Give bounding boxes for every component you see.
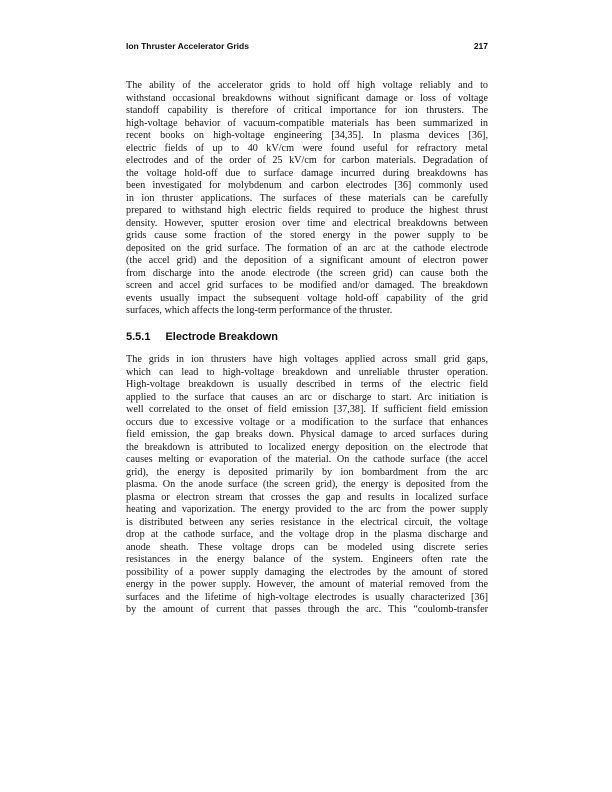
text-line: grid), the energy is deposited primarily by ion bombardment from the arc: [126, 466, 488, 478]
text-line: events usually impact the subsequent voltage hold-off capability of the grid: [126, 292, 488, 304]
text-line: prepared to withstand high electric fields required to produce the highest thrust: [126, 205, 488, 216]
text-line: drop at the cathode surface, and the voltage drop in the plasma discharge and: [126, 529, 488, 540]
text-line: screen and accel grid surfaces to be modified and/or damaged. The breakdown: [126, 280, 488, 291]
electrode-breakdown-paragraph: [126, 354, 488, 617]
text-line: withstand occasional breakdowns without significant damage or loss of voltage: [126, 92, 488, 104]
text-line: possibility of a power supply damaging the electrodes by the amount of stored: [126, 566, 488, 578]
text-line: anode sheath. These voltage drops can be modeled using discrete series: [126, 541, 488, 553]
section-number: 5.5.1: [126, 330, 151, 343]
text-line: plasma or electron stream that crosses the gap and results in localized surface: [126, 491, 488, 503]
text-line: recent books on high-voltage engineering [34,35]. In plasma devices [36],: [126, 130, 488, 141]
text-line: electric fields of up to 40 kV/cm were found useful for refractory metal: [126, 142, 488, 154]
running-header-title: Ion Thruster Accelerator Grids: [126, 41, 249, 51]
text-line: deposited on the grid surface. The formation of an arc at the cathode electrode: [126, 242, 488, 254]
text-line: grids cause some fraction of the stored energy in the power supply to be: [126, 230, 488, 241]
running-header: [126, 41, 488, 51]
text-line: energy in the power supply. However, the amount of material removed from the: [126, 579, 488, 590]
text-line: resistances in the energy balance of the system. Engineers often rate the: [126, 554, 488, 565]
text-line: which can lead to high-voltage breakdown and unreliable thruster operation.: [126, 366, 488, 378]
text-line: been investigated for molybdenum and carbon electrodes [36] commonly used: [126, 180, 488, 191]
text-line: surfaces, which affects the long-term performance of the thruster.: [126, 305, 393, 316]
section-heading: [126, 331, 488, 344]
text-line: The ability of the accelerator grids to hold off high voltage reliably and to: [126, 80, 488, 91]
text-line: (the accel grid) and the deposition of a significant amount of electron power: [126, 255, 488, 266]
text-line: field emission, the gap breaks down. Physical damage to arced surfaces during: [126, 429, 488, 440]
text-line: applied to the surface that causes an arc or discharge to start. Arc initiation is: [126, 391, 488, 403]
text-line: high-voltage behavior of vacuum-compatible materials has been summarized in: [126, 117, 488, 129]
text-line: standoff capability is therefore of critical importance for ion thrusters. The: [126, 105, 488, 116]
text-line: by the amount of current that passes through the arc. This “coulomb-transfer: [126, 604, 488, 615]
text-line: electrodes and of the order of 25 kV/cm for carbon materials. Degradation of: [126, 155, 488, 166]
text-line: The grids in ion thrusters have high voltages applied across small grid gaps,: [126, 354, 488, 365]
text-line: density. However, sputter erosion over time and electrical breakdowns between: [126, 217, 488, 229]
text-line: occurs due to excessive voltage or a modification to the surface that enhances: [126, 416, 488, 428]
intro-paragraph: [126, 80, 488, 318]
text-line: the voltage hold-off due to surface damage incurred during breakdowns has: [126, 167, 488, 179]
text-line: is distributed between any series resistance in the electrical circuit, the voltage: [126, 516, 488, 528]
page-content: [126, 80, 488, 617]
text-line: from discharge into the anode electrode (the screen grid) can cause both the: [126, 267, 488, 279]
text-line: causes melting or evaporation of the material. On the cathode surface (the accel: [126, 454, 488, 465]
text-line: plasma. On the anode surface (the screen grid), the energy is deposited from the: [126, 479, 488, 490]
text-line: in ion thruster applications. The surfaces of these materials can be carefully: [126, 192, 488, 204]
text-line: surfaces and the lifetime of high-voltage electrodes is usually characterized [36]: [126, 591, 488, 603]
text-line: well correlated to the onset of field emission [37,38]. If sufficient field emission: [126, 404, 488, 415]
text-line: the breakdown is attributed to localized energy deposition on the electrode that: [126, 441, 488, 453]
text-line: High-voltage breakdown is usually described in terms of the electric field: [126, 379, 488, 390]
page-number: 217: [473, 41, 488, 51]
text-line: heating and vaporization. The energy provided to the arc from the power supply: [126, 504, 488, 515]
section-title: Electrode Breakdown: [165, 330, 278, 343]
